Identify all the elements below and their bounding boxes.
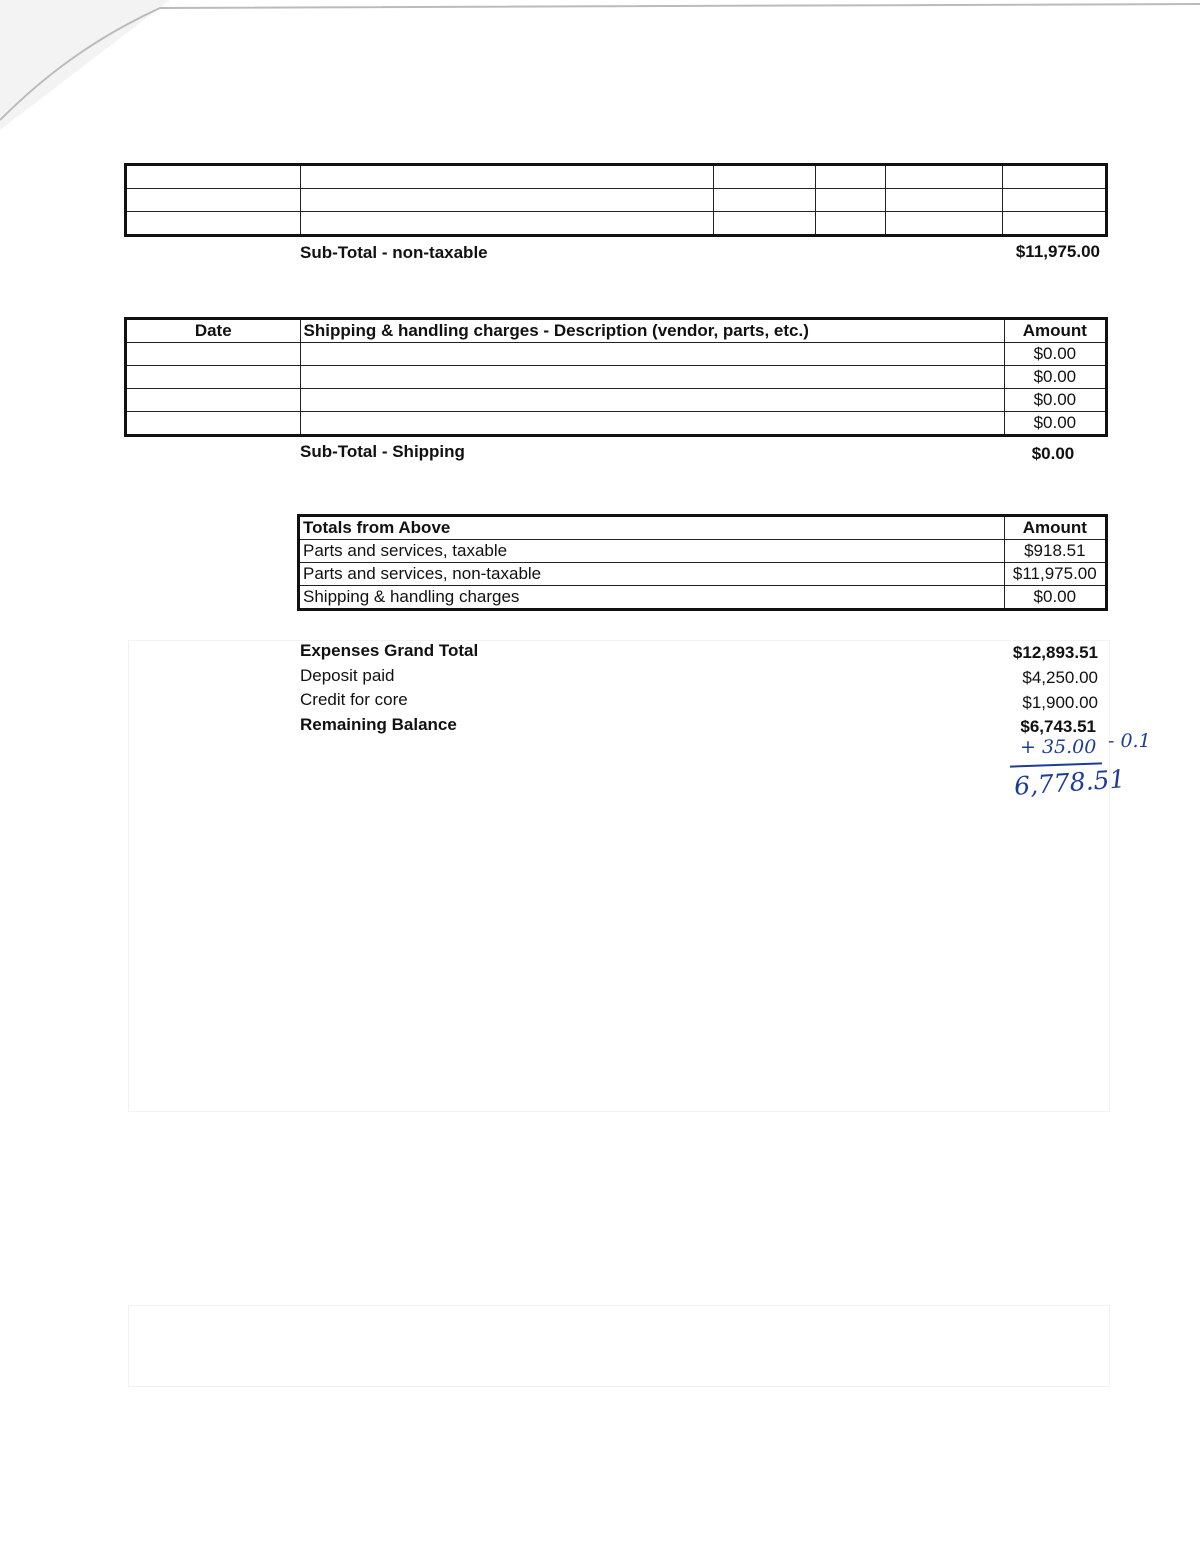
cell: [126, 189, 301, 212]
date-cell: [126, 389, 301, 412]
deposit-amount: $4,250.00: [1022, 668, 1098, 687]
amount-cell: $0.00: [1004, 366, 1106, 389]
remaining-balance-label: Remaining Balance: [300, 715, 457, 734]
grand-total-amount: $12,893.51: [1012, 643, 1098, 662]
totals-row-label: Shipping & handling charges: [299, 586, 1005, 610]
table-row: [126, 189, 1107, 212]
subtotal-shipping-amount: $0.00: [1031, 444, 1075, 463]
cell: [886, 189, 1002, 212]
date-cell: [126, 343, 301, 366]
core-credit-label: Credit for core: [300, 690, 408, 709]
cell: [713, 165, 815, 189]
subtotal-nontaxable-amount: $11,975.00: [1015, 242, 1100, 261]
table-row: [299, 586, 1107, 610]
handwritten-subtraction: - 0.1: [1108, 730, 1151, 752]
cell: [126, 212, 301, 236]
table-row: [126, 366, 1107, 389]
table-row: [126, 343, 1107, 366]
table-header-row: [126, 319, 1107, 343]
cell: [1002, 212, 1106, 236]
description-cell: [300, 366, 1004, 389]
cell: [300, 189, 713, 212]
description-cell: [300, 343, 1004, 366]
amount-cell: $0.00: [1004, 343, 1106, 366]
page-edge-shadow: [0, 0, 1200, 140]
table-row: [126, 389, 1107, 412]
amount-header: Amount: [1004, 319, 1106, 343]
totals-row-amount: $918.51: [1004, 540, 1106, 563]
amount-cell: $0.00: [1004, 389, 1106, 412]
handwritten-result: 6,778.51: [1013, 764, 1127, 801]
cell: [886, 212, 1002, 236]
cell: [816, 165, 886, 189]
totals-row-label: Parts and services, taxable: [299, 540, 1005, 563]
cell: [816, 189, 886, 212]
cell: [886, 165, 1002, 189]
cell: [300, 212, 713, 236]
date-header: Date: [126, 319, 301, 343]
table-row: [126, 212, 1107, 236]
amount-cell: $0.00: [1004, 412, 1106, 436]
totals-header: Totals from Above: [299, 516, 1005, 540]
remaining-balance-amount: $6,743.51: [1020, 717, 1096, 736]
cell: [1002, 189, 1106, 212]
line-items-table: [124, 163, 1108, 237]
totals-amount-header: Amount: [1004, 516, 1106, 540]
cell: [713, 189, 815, 212]
table-row: [126, 412, 1107, 436]
core-credit-amount: $1,900.00: [1022, 693, 1098, 712]
cell: [300, 165, 713, 189]
table-row: [299, 563, 1107, 586]
description-cell: [300, 389, 1004, 412]
table-row: [299, 540, 1107, 563]
subtotal-shipping-label: Sub-Total - Shipping: [300, 442, 465, 461]
date-cell: [126, 366, 301, 389]
cell: [816, 212, 886, 236]
table-row: [126, 165, 1107, 189]
date-cell: [126, 412, 301, 436]
totals-row-amount: $0.00: [1004, 586, 1106, 610]
shipping-table: [124, 317, 1108, 437]
cell: [126, 165, 301, 189]
grand-total-label: Expenses Grand Total: [300, 641, 479, 660]
bleed-through-grid-lower: [128, 1305, 1110, 1387]
totals-row-amount: $11,975.00: [1004, 563, 1106, 586]
deposit-label: Deposit paid: [300, 666, 395, 685]
totals-row-label: Parts and services, non-taxable: [299, 563, 1005, 586]
table-header-row: [299, 516, 1107, 540]
cell: [713, 212, 815, 236]
description-header: Shipping & handling charges - Description (vendor, parts, etc.): [300, 319, 1004, 343]
cell: [1002, 165, 1106, 189]
subtotal-nontaxable-label: Sub-Total - non-taxable: [300, 243, 488, 262]
handwritten-addition: + 35.00: [1020, 736, 1097, 758]
totals-table: [297, 514, 1108, 611]
description-cell: [300, 412, 1004, 436]
